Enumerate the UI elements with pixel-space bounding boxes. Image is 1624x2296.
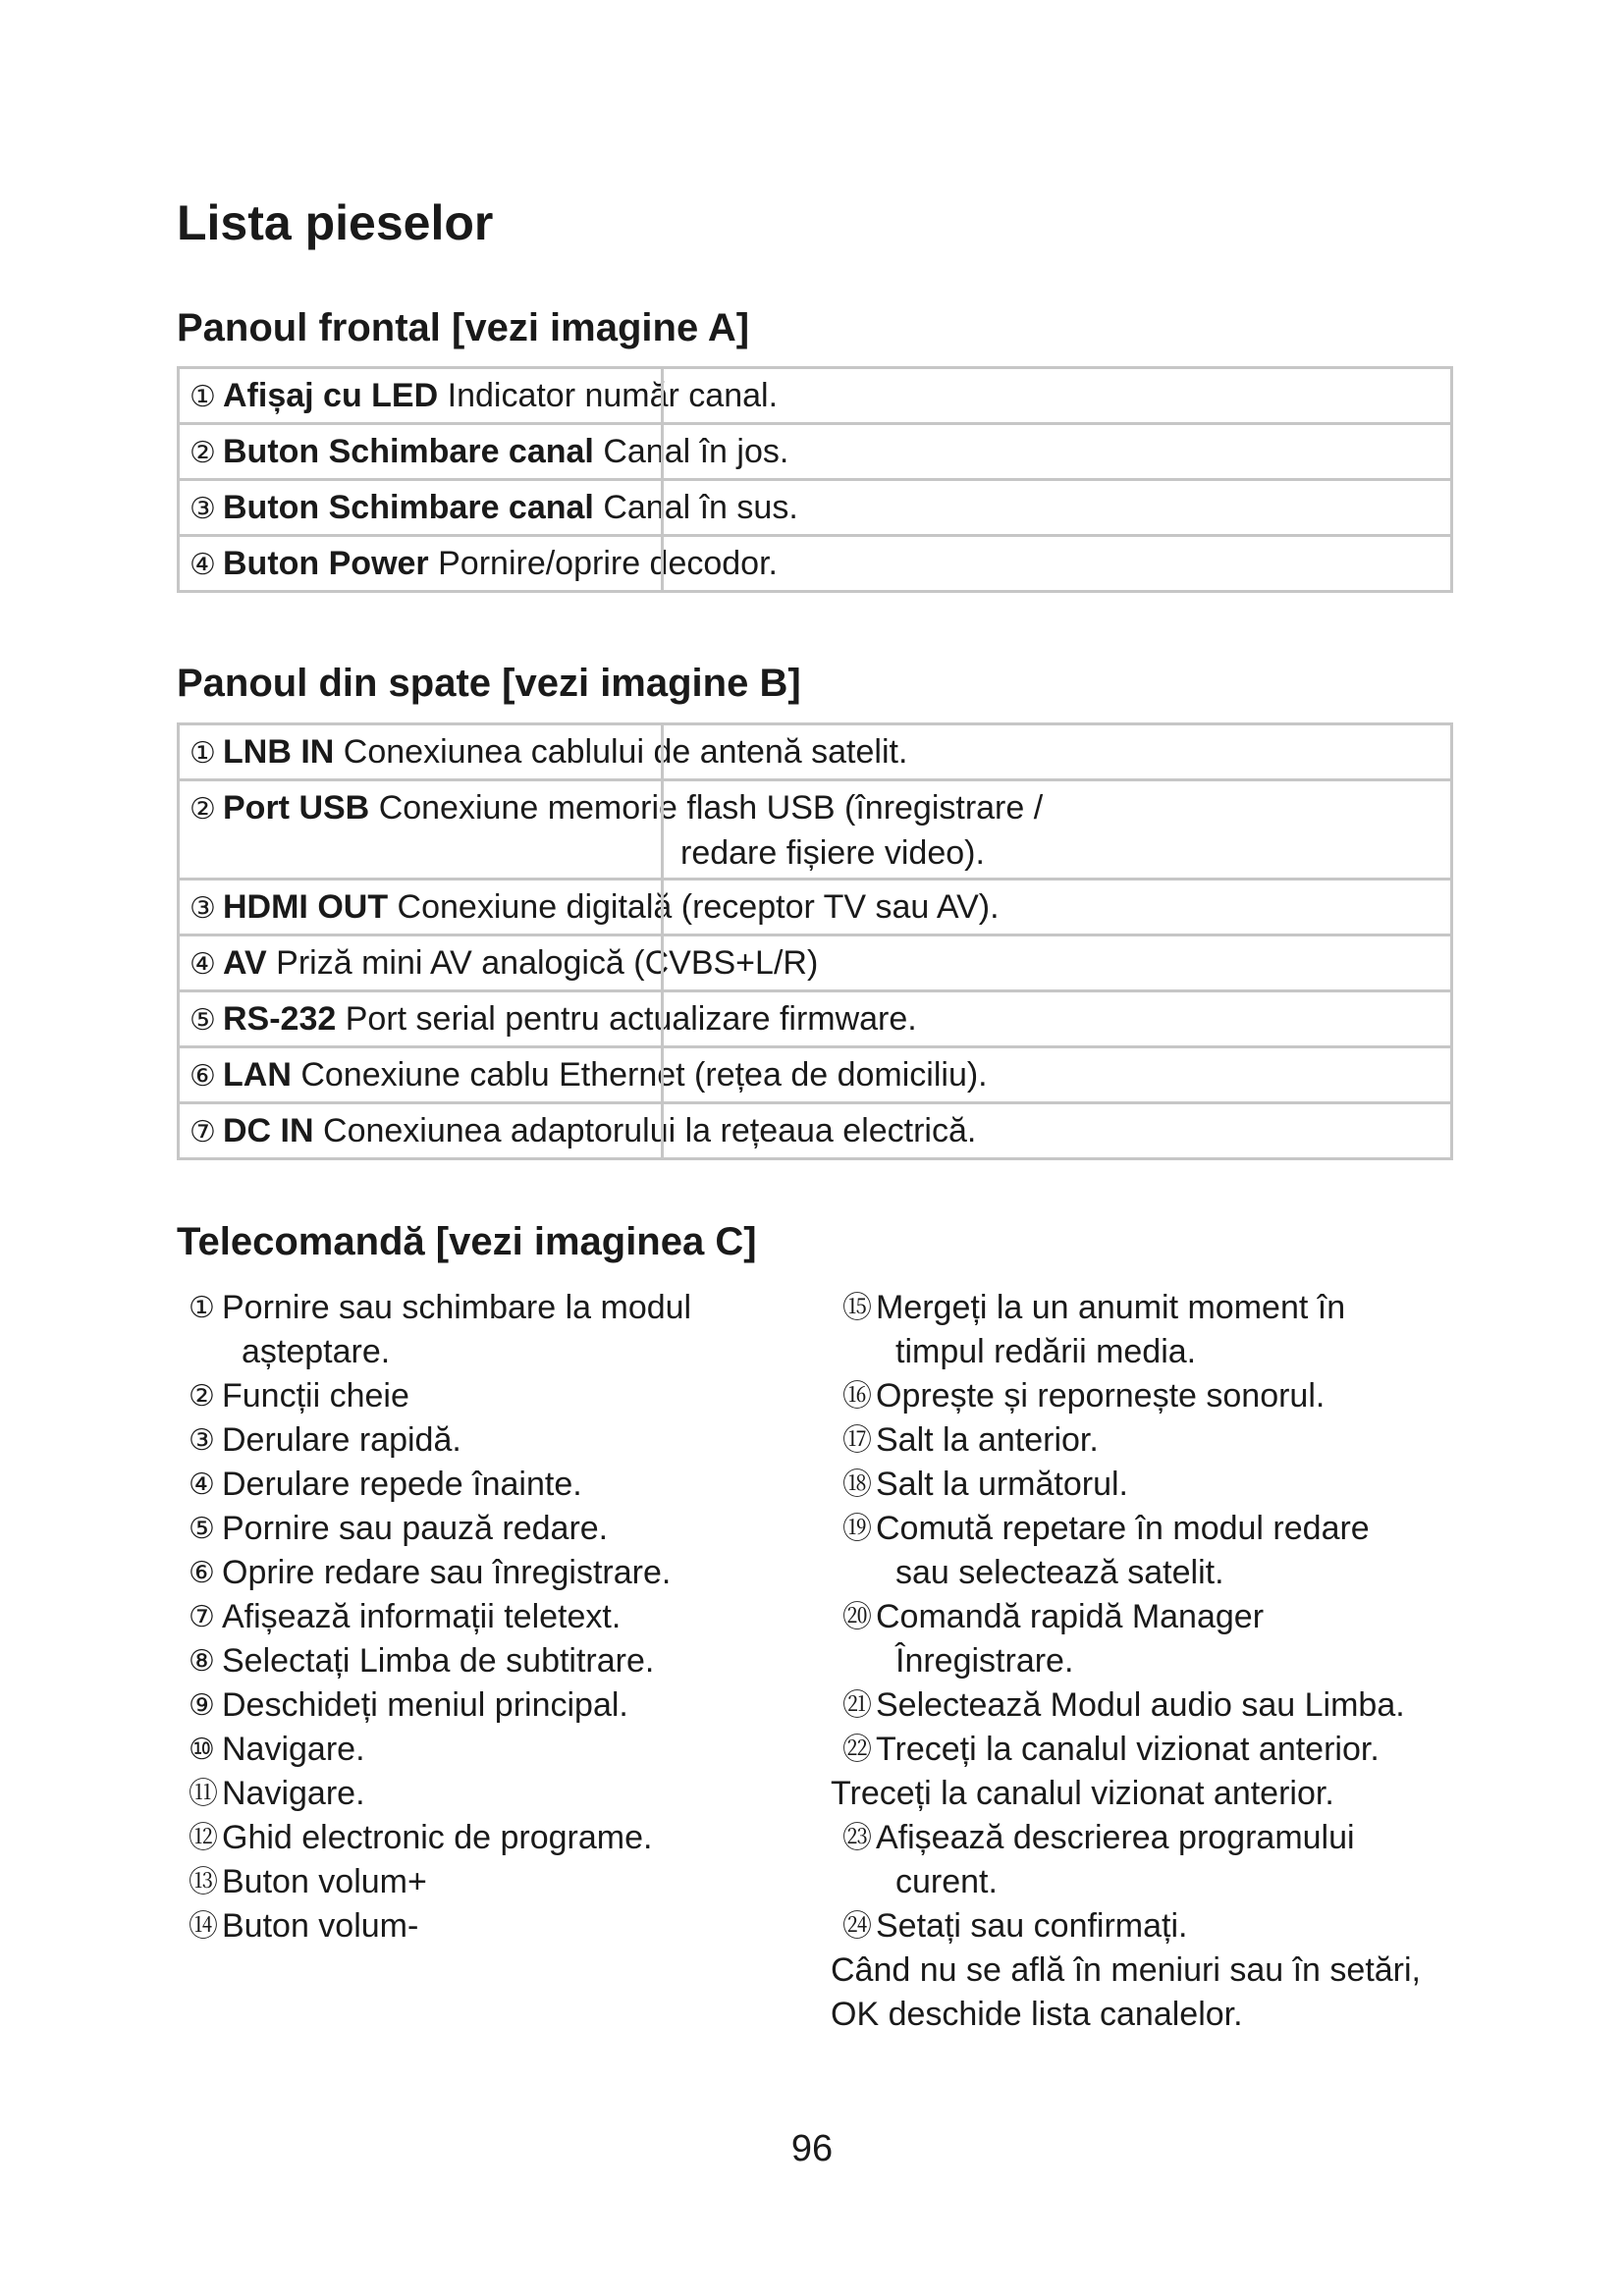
item-text: Ghid electronic de programe. bbox=[222, 1819, 653, 1856]
item-text: Selectați Limba de subtitrare. bbox=[222, 1642, 655, 1680]
list-item bbox=[831, 1418, 1479, 1463]
item-number: ㉓ bbox=[842, 1822, 872, 1854]
item-text: Buton volum+ bbox=[222, 1863, 427, 1900]
table-row bbox=[179, 935, 1452, 991]
item-text: Comută repetare în modul redare bbox=[876, 1510, 1370, 1547]
item-text: Pornire sau schimbare la modul bbox=[222, 1289, 692, 1326]
item-number: ② bbox=[189, 1380, 215, 1413]
item-text: Navigare. bbox=[222, 1731, 365, 1768]
item-text: Comandă rapidă Manager bbox=[876, 1598, 1265, 1635]
list-item bbox=[831, 1816, 1479, 1904]
page-number: 96 bbox=[790, 2128, 834, 2169]
list-item bbox=[831, 1904, 1479, 1949]
item-number: ⑥ bbox=[189, 1557, 215, 1589]
item-number: ⑭ bbox=[189, 1910, 218, 1943]
item-text: Mergeți la un anumit moment în bbox=[876, 1289, 1346, 1326]
back-panel-title: Panoul din spate [vezi imagine B] bbox=[177, 662, 801, 705]
part-description: Canal în sus. bbox=[603, 489, 798, 526]
item-text: Deschideți meniul principal. bbox=[222, 1686, 628, 1724]
back-panel-table bbox=[177, 722, 1453, 1160]
list-item bbox=[177, 1286, 805, 1374]
item-number: ⑲ bbox=[842, 1513, 872, 1545]
list-item bbox=[177, 1595, 805, 1639]
item-number: ⑳ bbox=[842, 1601, 872, 1633]
part-description: Priză mini AV analogică (CVBS+L/R) bbox=[276, 944, 819, 982]
item-text: Derulare repede înainte. bbox=[222, 1466, 582, 1503]
item-text-continued: Înregistrare. bbox=[895, 1642, 1074, 1680]
item-number: ⑥ bbox=[189, 1060, 216, 1093]
item-number: ⑦ bbox=[189, 1601, 215, 1633]
part-description: Indicator număr canal. bbox=[447, 377, 779, 414]
item-text-continued: curent. bbox=[895, 1863, 998, 1900]
list-item bbox=[177, 1728, 805, 1772]
item-number: ⑤ bbox=[189, 1513, 215, 1545]
part-description: Conexiune digitală (receptor TV sau AV). bbox=[397, 888, 1000, 926]
part-name: Port USB bbox=[223, 789, 370, 827]
part-description: Canal în jos. bbox=[603, 433, 789, 470]
list-item bbox=[831, 1374, 1479, 1418]
item-text: Oprește și repornește sonorul. bbox=[876, 1377, 1326, 1415]
item-number: ⑪ bbox=[189, 1778, 218, 1810]
list-item bbox=[177, 1772, 805, 1816]
list-item bbox=[177, 1463, 805, 1507]
part-name: Buton Power bbox=[223, 545, 429, 582]
list-item bbox=[831, 1507, 1479, 1595]
item-text-continued: sau selectează satelit. bbox=[895, 1554, 1224, 1591]
item-number: ② bbox=[189, 793, 216, 826]
item-number: ⑱ bbox=[842, 1468, 872, 1501]
item-text-continued: timpul redării media. bbox=[895, 1333, 1197, 1370]
table-row bbox=[179, 724, 1452, 780]
list-item bbox=[177, 1639, 805, 1683]
table-row bbox=[179, 880, 1452, 935]
part-name: HDMI OUT bbox=[223, 888, 389, 926]
item-number: ⑫ bbox=[189, 1822, 218, 1854]
item-number: ③ bbox=[189, 1424, 215, 1457]
item-number: ⑦ bbox=[189, 1116, 216, 1148]
part-name: RS-232 bbox=[223, 1000, 337, 1038]
list-item bbox=[177, 1816, 805, 1860]
item-number: ① bbox=[189, 1292, 215, 1324]
item-text: Oprire redare sau înregistrare. bbox=[222, 1554, 672, 1591]
list-item bbox=[177, 1860, 805, 1904]
item-number: ③ bbox=[189, 493, 216, 525]
item-number: ㉒ bbox=[842, 1734, 872, 1766]
page-title: Lista pieselor bbox=[177, 195, 494, 250]
front-panel-table bbox=[177, 366, 1453, 593]
remote-list-right bbox=[831, 1286, 1479, 2037]
list-item bbox=[177, 1418, 805, 1463]
list-item bbox=[177, 1507, 805, 1551]
table-row bbox=[179, 368, 1452, 424]
list-item bbox=[177, 1683, 805, 1728]
list-item bbox=[831, 1683, 1479, 1728]
item-number: ④ bbox=[189, 1468, 215, 1501]
part-description: Conexiunea adaptorului la rețeaua electrică. bbox=[323, 1112, 977, 1149]
item-number: ㉑ bbox=[842, 1689, 872, 1722]
part-description: Conexiune cablu Ethernet (rețea de domiciliu). bbox=[300, 1056, 988, 1094]
item-text: Treceți la canalul vizionat anterior. bbox=[876, 1731, 1380, 1768]
table-row bbox=[179, 424, 1452, 480]
table-row bbox=[179, 536, 1452, 592]
item-number: ⑮ bbox=[842, 1292, 872, 1324]
item-number: ⑩ bbox=[189, 1734, 215, 1766]
part-name: Buton Schimbare canal bbox=[223, 433, 594, 470]
item-text-continued: așteptare. bbox=[242, 1333, 391, 1370]
list-item bbox=[831, 1463, 1479, 1507]
item-number: ① bbox=[189, 381, 216, 413]
item-number: ⑨ bbox=[189, 1689, 215, 1722]
item-number: ⑬ bbox=[189, 1866, 218, 1898]
list-item-note: Când nu se află în meniuri sau în setări, bbox=[831, 1951, 1421, 1989]
remote-list-left bbox=[177, 1286, 805, 1949]
part-name: LAN bbox=[223, 1056, 292, 1094]
table-row bbox=[179, 991, 1452, 1047]
item-text: Salt la următorul. bbox=[876, 1466, 1128, 1503]
item-text: Setați sau confirmați. bbox=[876, 1907, 1188, 1945]
item-number: ③ bbox=[189, 892, 216, 925]
list-item bbox=[177, 1374, 805, 1418]
part-name: DC IN bbox=[223, 1112, 314, 1149]
item-text: Selectează Modul audio sau Limba. bbox=[876, 1686, 1405, 1724]
item-number: ⑤ bbox=[189, 1004, 216, 1037]
part-description: Conexiune memorie flash USB (înregistrare / bbox=[378, 789, 1044, 827]
list-item bbox=[831, 1595, 1479, 1683]
item-text: Salt la anterior. bbox=[876, 1421, 1099, 1459]
list-item bbox=[831, 1286, 1479, 1374]
part-description: Port serial pentru actualizare firmware. bbox=[345, 1000, 917, 1038]
item-text: Afișează informații teletext. bbox=[222, 1598, 622, 1635]
item-number: ② bbox=[189, 437, 216, 469]
list-item bbox=[177, 1904, 805, 1949]
part-description-continued: redare fișiere video). bbox=[680, 834, 985, 872]
item-text: Navigare. bbox=[222, 1775, 365, 1812]
item-number: ④ bbox=[189, 549, 216, 581]
table-row bbox=[179, 1103, 1452, 1159]
list-item-note: OK deschide lista canalelor. bbox=[831, 1996, 1243, 2033]
item-text: Afișează descrierea programului bbox=[876, 1819, 1355, 1856]
item-number: ⑧ bbox=[189, 1645, 215, 1678]
item-text: Derulare rapidă. bbox=[222, 1421, 461, 1459]
part-description: Pornire/oprire decodor. bbox=[438, 545, 778, 582]
part-name: Afișaj cu LED bbox=[223, 377, 439, 414]
remote-title: Telecomandă [vezi imaginea C] bbox=[177, 1220, 757, 1263]
front-panel-title: Panoul frontal [vezi imagine A] bbox=[177, 306, 750, 349]
table-row bbox=[179, 480, 1452, 536]
item-text: Funcții cheie bbox=[222, 1377, 409, 1415]
item-text: Pornire sau pauză redare. bbox=[222, 1510, 609, 1547]
item-number: ⑰ bbox=[842, 1424, 872, 1457]
list-item-note: Treceți la canalul vizionat anterior. bbox=[831, 1775, 1334, 1812]
item-number: ㉔ bbox=[842, 1910, 872, 1943]
table-row bbox=[179, 780, 1452, 880]
list-item bbox=[177, 1551, 805, 1595]
part-name: Buton Schimbare canal bbox=[223, 489, 594, 526]
part-name: LNB IN bbox=[223, 733, 335, 771]
item-number: ④ bbox=[189, 948, 216, 981]
part-name: AV bbox=[223, 944, 267, 982]
list-item bbox=[831, 1728, 1479, 1772]
item-number: ① bbox=[189, 737, 216, 770]
item-text: Buton volum- bbox=[222, 1907, 419, 1945]
table-row bbox=[179, 1047, 1452, 1103]
part-description: Conexiunea cablului de antenă satelit. bbox=[343, 733, 908, 771]
item-number: ⑯ bbox=[842, 1380, 872, 1413]
